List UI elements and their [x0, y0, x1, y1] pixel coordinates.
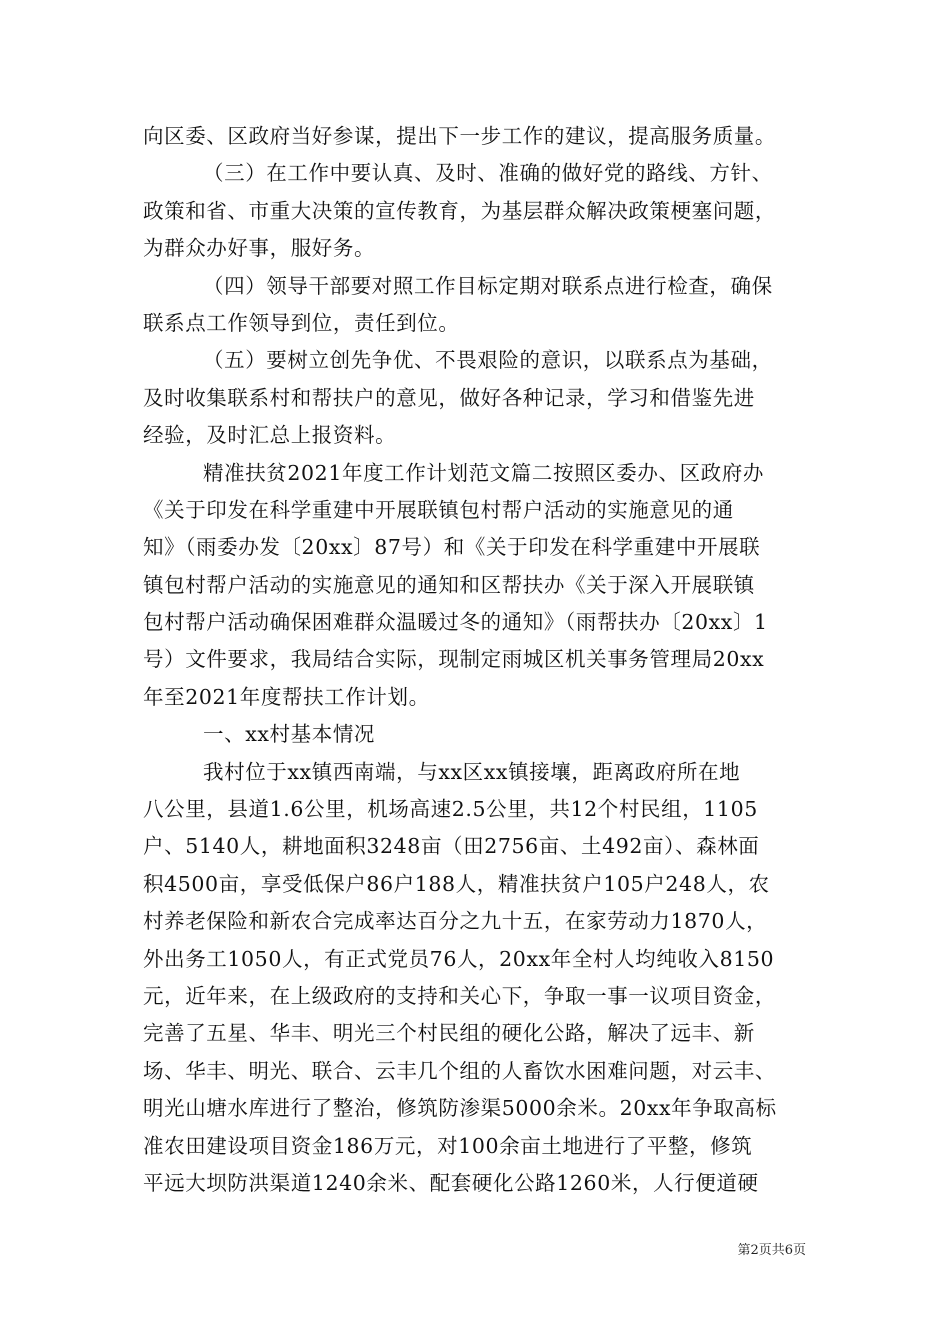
text-line: （四）领导干部要对照工作目标定期对联系点进行检查，确保 [203, 273, 773, 298]
text-line: 准农田建设项目资金186万元，对100余亩土地进行了平整，修筑 [143, 1133, 753, 1158]
text-line: 精准扶贫2021年度工作计划范文篇二按照区委办、区政府办 [203, 460, 764, 485]
page-number: 第2页共6页 [737, 1243, 806, 1258]
text-line: 政策和省、市重大决策的宣传教育，为基层群众解决政策梗塞问题， [143, 198, 776, 223]
text-line: 八公里，县道1.6公里，机场高速2.5公里，共12个村民组，1105 [143, 797, 758, 822]
text-line: 号）文件要求，我局结合实际，现制定雨城区机关事务管理局20xx [143, 647, 765, 672]
text-line: 场、华丰、明光、联合、云丰几个组的人畜饮水困难问题，对云丰、 [143, 1058, 776, 1083]
text-line: 向区委、区政府当好参谋，提出下一步工作的建议，提高服务质量。 [143, 124, 776, 148]
text-line: 知》（雨委办发〔20xx〕87号）和《关于印发在科学重建中开展联 [143, 535, 761, 560]
text-line: （三）在工作中要认真、及时、准确的做好党的路线、方针、 [203, 161, 773, 186]
text-line: 镇包村帮户活动的实施意见的通知和区帮扶办《关于深入开展联镇 [143, 572, 755, 597]
text-line: 及时收集联系村和帮扶户的意见，做好各种记录，学习和借鉴先进 [143, 385, 755, 410]
text-line: 平远大坝防洪渠道1240余米、配套硬化公路1260米，人行便道硬 [143, 1170, 759, 1195]
text-line: 积4500亩，享受低保户86户188人，精准扶贫户105户248人，农 [143, 871, 770, 896]
text-line: 为群众办好事，服好务。 [143, 236, 376, 261]
text-line: 明光山塘水库进行了整治，修筑防渗渠5000余米。20xx年争取高标 [143, 1096, 777, 1121]
text-line: 村养老保险和新农合完成率达百分之九十五，在家劳动力1870人， [143, 909, 768, 934]
text-line: 外出务工1050人，有正式党员76人，20xx年全村人均纯收入8150 [143, 946, 775, 971]
text-line: （五）要树立创先争优、不畏艰险的意识，以联系点为基础， [203, 348, 773, 373]
document-body [143, 118, 805, 1202]
text-line: 我村位于xx镇西南端，与xx区xx镇接壤，距离政府所在地 [203, 759, 741, 784]
text-line: 元，近年来，在上级政府的支持和关心下，争取一事一议项目资金， [143, 983, 776, 1008]
text-line: 包村帮户活动确保困难群众温暖过冬的通知》（雨帮扶办〔20xx〕1 [143, 610, 768, 635]
text-line: 户、5140人，耕地面积3248亩（田2756亩、土492亩）、森林面 [143, 834, 760, 859]
text-line: 完善了五星、华丰、明光三个村民组的硬化公路，解决了远丰、新 [143, 1021, 755, 1046]
text-line: 经验，及时汇总上报资料。 [143, 423, 397, 448]
text-line: 一、xx村基本情况 [203, 722, 376, 747]
text-line: 《关于印发在科学重建中开展联镇包村帮户活动的实施意见的通 [143, 497, 734, 522]
text-line: 年至2021年度帮扶工作计划。 [143, 684, 430, 709]
text-line: 联系点工作领导到位，责任到位。 [143, 310, 460, 335]
